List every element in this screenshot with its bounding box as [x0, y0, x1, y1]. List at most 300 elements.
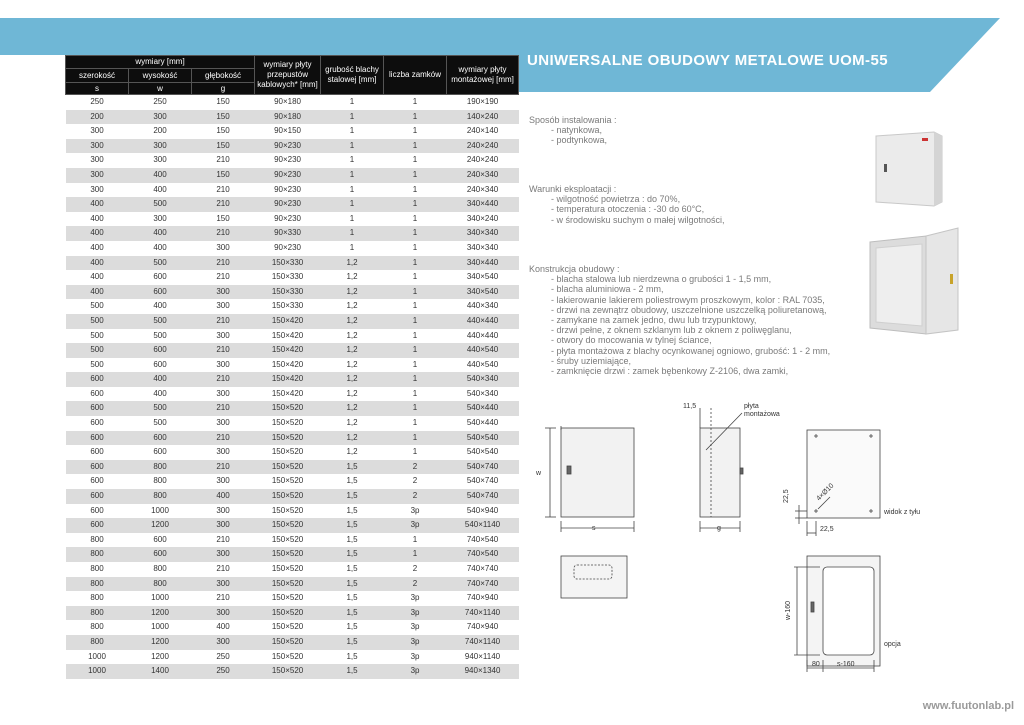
- front-view-drawing: [545, 426, 634, 532]
- cell-locks: 1: [384, 401, 447, 416]
- cell-cable-plate: 90×230: [255, 168, 321, 183]
- construction-item: - płyta montażowa z blachy ocynkowanej ogniowo, grubość: 1 - 2 mm,: [551, 345, 831, 356]
- cell-depth: 250: [192, 664, 255, 679]
- cell-height: 1200: [129, 606, 192, 621]
- cell-cable-plate: 150×420: [255, 343, 321, 358]
- cell-thickness: 1,5: [321, 577, 384, 592]
- cell-mount-plate: 190×190: [447, 95, 519, 110]
- cell-mount-plate: 540×540: [447, 445, 519, 460]
- cell-height: 1000: [129, 504, 192, 519]
- cell-mount-plate: 740×1140: [447, 635, 519, 650]
- construction-item: - zamykane na zamek jedno, dwu lub trzypunktowy,: [551, 315, 757, 326]
- cell-width: 1000: [66, 664, 129, 679]
- cell-height: 1400: [129, 664, 192, 679]
- cell-cable-plate: 150×420: [255, 329, 321, 344]
- cell-locks: 1: [384, 299, 447, 314]
- cell-mount-plate: 540×340: [447, 372, 519, 387]
- cell-cable-plate: 90×230: [255, 212, 321, 227]
- cell-thickness: 1,2: [321, 343, 384, 358]
- cell-height: 400: [129, 241, 192, 256]
- cell-depth: 300: [192, 635, 255, 650]
- cell-width: 500: [66, 358, 129, 373]
- cell-cable-plate: 150×520: [255, 664, 321, 679]
- cell-depth: 300: [192, 445, 255, 460]
- cell-height: 1200: [129, 635, 192, 650]
- col-header-locks: liczba zamków: [384, 56, 447, 95]
- option-label: opcja: [884, 641, 901, 648]
- cell-thickness: 1,5: [321, 650, 384, 665]
- cell-depth: 210: [192, 226, 255, 241]
- cell-mount-plate: 940×1140: [447, 650, 519, 665]
- cell-cable-plate: 150×520: [255, 591, 321, 606]
- dim-label-w: w: [536, 470, 542, 477]
- cell-locks: 1: [384, 124, 447, 139]
- cell-width: 600: [66, 387, 129, 402]
- cell-width: 400: [66, 226, 129, 241]
- cell-height: 300: [129, 212, 192, 227]
- cell-mount-plate: 140×240: [447, 110, 519, 125]
- cell-thickness: 1,2: [321, 329, 384, 344]
- cell-height: 800: [129, 460, 192, 475]
- cell-height: 300: [129, 139, 192, 154]
- cell-locks: 1: [384, 197, 447, 212]
- cell-thickness: 1,5: [321, 504, 384, 519]
- cell-width: 600: [66, 474, 129, 489]
- cell-height: 400: [129, 183, 192, 198]
- cell-cable-plate: 150×520: [255, 533, 321, 548]
- cell-locks: 3p: [384, 606, 447, 621]
- cell-cable-plate: 150×420: [255, 314, 321, 329]
- cell-width: 600: [66, 401, 129, 416]
- cell-height: 1000: [129, 591, 192, 606]
- cell-depth: 300: [192, 285, 255, 300]
- cell-locks: 1: [384, 241, 447, 256]
- cell-depth: 210: [192, 197, 255, 212]
- conditions-heading: Warunki eksploatacji :: [529, 184, 617, 194]
- cell-mount-plate: 740×740: [447, 577, 519, 592]
- cell-cable-plate: 90×230: [255, 139, 321, 154]
- cell-height: 400: [129, 168, 192, 183]
- cell-depth: 210: [192, 591, 255, 606]
- cell-thickness: 1,2: [321, 431, 384, 446]
- cell-height: 500: [129, 416, 192, 431]
- cell-depth: 210: [192, 314, 255, 329]
- cell-height: 1200: [129, 518, 192, 533]
- cell-thickness: 1,2: [321, 387, 384, 402]
- cell-depth: 300: [192, 299, 255, 314]
- cell-mount-plate: 440×440: [447, 314, 519, 329]
- back-view-label: widok z tyłu: [884, 509, 921, 516]
- cell-locks: 1: [384, 533, 447, 548]
- conditions-item: - wilgotność powietrza : do 70%,: [551, 194, 681, 205]
- cell-locks: 1: [384, 431, 447, 446]
- cell-locks: 1: [384, 168, 447, 183]
- cell-locks: 1: [384, 153, 447, 168]
- construction-item: - drzwi na zewnątrz obudowy, uszczelnione uszczelką poliuretanową,: [551, 304, 827, 315]
- cell-depth: 150: [192, 212, 255, 227]
- cell-width: 600: [66, 445, 129, 460]
- cell-depth: 210: [192, 460, 255, 475]
- col-header-thickness: grubość blachy stalowej [mm]: [321, 56, 384, 95]
- dim-label-22-5-vertical: 22,5: [783, 489, 790, 503]
- cell-height: 600: [129, 343, 192, 358]
- cell-locks: 1: [384, 183, 447, 198]
- col-header-plate-cable: wymiary płyty przepustów kablowych* [mm]: [255, 56, 321, 95]
- cell-width: 400: [66, 241, 129, 256]
- cell-cable-plate: 150×420: [255, 358, 321, 373]
- cell-cable-plate: 150×520: [255, 650, 321, 665]
- cell-height: 400: [129, 299, 192, 314]
- cell-cable-plate: 90×230: [255, 197, 321, 212]
- cell-locks: 1: [384, 416, 447, 431]
- cell-locks: 2: [384, 474, 447, 489]
- cell-height: 600: [129, 547, 192, 562]
- cell-mount-plate: 740×1140: [447, 606, 519, 621]
- col-header-height: wysokość: [129, 69, 192, 83]
- cell-width: 600: [66, 372, 129, 387]
- holes-label: 4×Ø10: [815, 482, 836, 503]
- cell-width: 500: [66, 343, 129, 358]
- cell-mount-plate: 540×940: [447, 504, 519, 519]
- cell-mount-plate: 540×340: [447, 387, 519, 402]
- cell-depth: 210: [192, 183, 255, 198]
- cell-depth: 300: [192, 577, 255, 592]
- cell-locks: 1: [384, 95, 447, 110]
- cell-height: 500: [129, 314, 192, 329]
- cell-width: 400: [66, 197, 129, 212]
- cell-cable-plate: 150×520: [255, 635, 321, 650]
- cell-locks: 1: [384, 270, 447, 285]
- cell-locks: 2: [384, 577, 447, 592]
- cell-cable-plate: 150×520: [255, 401, 321, 416]
- construction-item: - blacha aluminiowa - 2 mm,: [551, 284, 664, 295]
- cell-cable-plate: 150×520: [255, 445, 321, 460]
- cell-locks: 1: [384, 329, 447, 344]
- cell-thickness: 1: [321, 168, 384, 183]
- cell-cable-plate: 150×330: [255, 256, 321, 271]
- cell-locks: 1: [384, 256, 447, 271]
- cell-depth: 300: [192, 416, 255, 431]
- cell-width: 300: [66, 153, 129, 168]
- cell-width: 300: [66, 124, 129, 139]
- cell-locks: 1: [384, 139, 447, 154]
- cell-height: 800: [129, 562, 192, 577]
- cell-thickness: 1: [321, 95, 384, 110]
- cell-width: 400: [66, 256, 129, 271]
- cell-height: 600: [129, 431, 192, 446]
- back-view-drawing: [795, 430, 880, 536]
- cell-height: 500: [129, 329, 192, 344]
- cell-width: 400: [66, 285, 129, 300]
- installation-heading: Sposób instalowania :: [529, 115, 617, 125]
- cell-depth: 150: [192, 139, 255, 154]
- cell-width: 800: [66, 635, 129, 650]
- cell-locks: 3p: [384, 635, 447, 650]
- cell-thickness: 1: [321, 110, 384, 125]
- cell-cable-plate: 150×420: [255, 372, 321, 387]
- cell-cable-plate: 150×520: [255, 606, 321, 621]
- cell-cable-plate: 90×230: [255, 153, 321, 168]
- cell-mount-plate: 740×540: [447, 533, 519, 548]
- col-symbol-g: g: [192, 83, 255, 95]
- cell-thickness: 1,5: [321, 460, 384, 475]
- dim-label-g: g: [717, 525, 721, 532]
- cell-width: 200: [66, 110, 129, 125]
- cell-width: 300: [66, 139, 129, 154]
- cell-locks: 3p: [384, 518, 447, 533]
- cell-thickness: 1,2: [321, 401, 384, 416]
- cell-thickness: 1,5: [321, 547, 384, 562]
- cell-height: 1200: [129, 650, 192, 665]
- cell-thickness: 1,2: [321, 256, 384, 271]
- cell-cable-plate: 150×520: [255, 577, 321, 592]
- cell-mount-plate: 440×440: [447, 329, 519, 344]
- cell-thickness: 1: [321, 124, 384, 139]
- cell-depth: 400: [192, 620, 255, 635]
- cell-width: 800: [66, 620, 129, 635]
- cell-depth: 300: [192, 241, 255, 256]
- cell-width: 800: [66, 547, 129, 562]
- construction-item: - blacha stalowa lub nierdzewna o grubości 1 - 1,5 mm,: [551, 274, 772, 285]
- cell-mount-plate: 240×340: [447, 183, 519, 198]
- cell-width: 600: [66, 504, 129, 519]
- cell-depth: 300: [192, 358, 255, 373]
- cell-height: 600: [129, 445, 192, 460]
- cell-mount-plate: 340×340: [447, 241, 519, 256]
- cell-cable-plate: 90×180: [255, 95, 321, 110]
- cell-height: 800: [129, 577, 192, 592]
- cell-mount-plate: 240×240: [447, 139, 519, 154]
- cell-width: 500: [66, 329, 129, 344]
- cell-cable-plate: 150×330: [255, 299, 321, 314]
- cell-depth: 300: [192, 504, 255, 519]
- cell-mount-plate: 740×740: [447, 562, 519, 577]
- cell-mount-plate: 740×940: [447, 591, 519, 606]
- cell-mount-plate: 440×540: [447, 358, 519, 373]
- cell-cable-plate: 150×330: [255, 270, 321, 285]
- cell-height: 400: [129, 372, 192, 387]
- cell-mount-plate: 540×540: [447, 431, 519, 446]
- cell-depth: 300: [192, 387, 255, 402]
- cell-depth: 210: [192, 562, 255, 577]
- cell-locks: 1: [384, 285, 447, 300]
- cell-width: 600: [66, 416, 129, 431]
- installation-item: - natynkowa,: [551, 125, 603, 136]
- cell-depth: 210: [192, 256, 255, 271]
- installation-item: - podtynkowa,: [551, 135, 608, 146]
- cell-width: 800: [66, 606, 129, 621]
- cell-height: 500: [129, 197, 192, 212]
- cell-locks: 3p: [384, 664, 447, 679]
- col-header-mount-plate: wymiary płyty montażowej [mm]: [447, 56, 519, 95]
- cell-width: 800: [66, 577, 129, 592]
- cell-width: 600: [66, 518, 129, 533]
- cell-locks: 2: [384, 562, 447, 577]
- cell-cable-plate: 150×520: [255, 416, 321, 431]
- cell-locks: 1: [384, 358, 447, 373]
- cell-locks: 2: [384, 489, 447, 504]
- cell-depth: 300: [192, 474, 255, 489]
- cell-depth: 210: [192, 270, 255, 285]
- plate-label-line1: płyta: [744, 403, 759, 410]
- cell-height: 300: [129, 153, 192, 168]
- cell-cable-plate: 90×180: [255, 110, 321, 125]
- cell-thickness: 1,5: [321, 664, 384, 679]
- cell-height: 500: [129, 401, 192, 416]
- cell-mount-plate: 240×140: [447, 124, 519, 139]
- cell-thickness: 1,5: [321, 620, 384, 635]
- cell-thickness: 1,5: [321, 489, 384, 504]
- conditions-item: - temperatura otoczenia : -30 do 60°C,: [551, 204, 705, 215]
- cell-cable-plate: 150×520: [255, 489, 321, 504]
- cell-depth: 300: [192, 518, 255, 533]
- group-header: wymiary [mm]: [66, 56, 255, 69]
- cell-depth: 150: [192, 95, 255, 110]
- cell-height: 600: [129, 358, 192, 373]
- cell-width: 250: [66, 95, 129, 110]
- cell-mount-plate: 540×740: [447, 489, 519, 504]
- cell-thickness: 1,5: [321, 591, 384, 606]
- cell-depth: 210: [192, 431, 255, 446]
- cell-thickness: 1,2: [321, 270, 384, 285]
- cell-width: 500: [66, 299, 129, 314]
- cell-cable-plate: 150×520: [255, 562, 321, 577]
- cell-depth: 150: [192, 168, 255, 183]
- cell-thickness: 1,2: [321, 285, 384, 300]
- cell-depth: 210: [192, 401, 255, 416]
- construction-item: - lakierowanie lakierem poliestrowym proszkowym, kolor : RAL 7035,: [551, 294, 825, 305]
- construction-heading: Konstrukcja obudowy :: [529, 264, 620, 274]
- cell-height: 250: [129, 95, 192, 110]
- cell-cable-plate: 90×230: [255, 241, 321, 256]
- cell-mount-plate: 440×340: [447, 299, 519, 314]
- cell-width: 1000: [66, 650, 129, 665]
- cell-mount-plate: 340×340: [447, 226, 519, 241]
- cell-locks: 3p: [384, 591, 447, 606]
- cell-cable-plate: 150×330: [255, 285, 321, 300]
- footer-url[interactable]: www.fuutonlab.pl: [922, 700, 1014, 712]
- cell-thickness: 1: [321, 226, 384, 241]
- cell-thickness: 1,5: [321, 635, 384, 650]
- cell-locks: 3p: [384, 620, 447, 635]
- construction-item: - zamknięcie drzwi : zamek bębenkowy Z-2106, dwa zamki,: [551, 366, 789, 377]
- dim-label-w-160: w-160: [785, 600, 792, 620]
- cell-width: 600: [66, 489, 129, 504]
- cell-locks: 1: [384, 387, 447, 402]
- cell-width: 600: [66, 431, 129, 446]
- window-door-drawing: [794, 556, 880, 672]
- cell-thickness: 1,5: [321, 606, 384, 621]
- cell-width: 400: [66, 212, 129, 227]
- cell-mount-plate: 240×240: [447, 153, 519, 168]
- cell-cable-plate: 150×520: [255, 547, 321, 562]
- cell-mount-plate: 740×540: [447, 547, 519, 562]
- cell-locks: 1: [384, 226, 447, 241]
- cell-thickness: 1,5: [321, 474, 384, 489]
- plate-label-line2: montażowa: [744, 411, 780, 418]
- cell-cable-plate: 150×520: [255, 460, 321, 475]
- cell-locks: 1: [384, 547, 447, 562]
- cell-mount-plate: 340×240: [447, 212, 519, 227]
- cell-mount-plate: 540×740: [447, 460, 519, 475]
- cell-mount-plate: 340×440: [447, 197, 519, 212]
- cell-height: 600: [129, 533, 192, 548]
- col-header-depth: głębokość: [192, 69, 255, 83]
- cell-locks: 3p: [384, 650, 447, 665]
- cell-thickness: 1: [321, 153, 384, 168]
- cell-height: 600: [129, 270, 192, 285]
- dim-label-22-5-horizontal: 22,5: [820, 526, 834, 533]
- cell-mount-plate: 240×340: [447, 168, 519, 183]
- cell-thickness: 1: [321, 183, 384, 198]
- cell-locks: 2: [384, 460, 447, 475]
- cell-locks: 1: [384, 372, 447, 387]
- cell-locks: 3p: [384, 504, 447, 519]
- cell-height: 500: [129, 256, 192, 271]
- cell-mount-plate: 340×440: [447, 256, 519, 271]
- cell-mount-plate: 340×540: [447, 285, 519, 300]
- cell-thickness: 1,5: [321, 533, 384, 548]
- cell-mount-plate: 540×740: [447, 474, 519, 489]
- dim-label-s-160: s-160: [837, 661, 855, 668]
- cell-thickness: 1,5: [321, 518, 384, 533]
- cell-locks: 1: [384, 343, 447, 358]
- dim-label-80: 80: [812, 661, 820, 668]
- cell-width: 300: [66, 168, 129, 183]
- cell-cable-plate: 150×520: [255, 474, 321, 489]
- cell-locks: 1: [384, 445, 447, 460]
- cell-width: 500: [66, 314, 129, 329]
- cell-mount-plate: 540×440: [447, 401, 519, 416]
- cell-width: 800: [66, 562, 129, 577]
- cell-thickness: 1,2: [321, 445, 384, 460]
- cell-thickness: 1: [321, 241, 384, 256]
- cell-thickness: 1,2: [321, 372, 384, 387]
- cell-locks: 1: [384, 110, 447, 125]
- cell-height: 200: [129, 124, 192, 139]
- cell-depth: 150: [192, 124, 255, 139]
- cell-height: 600: [129, 285, 192, 300]
- cell-thickness: 1: [321, 197, 384, 212]
- page-title: UNIWERSALNE OBUDOWY METALOWE UOM-55: [527, 52, 888, 69]
- cell-width: 300: [66, 183, 129, 198]
- cell-depth: 210: [192, 153, 255, 168]
- cell-height: 800: [129, 474, 192, 489]
- construction-item: - drzwi pełne, z oknem szklanym lub z oknem z poliwęglanu,: [551, 325, 792, 336]
- cell-cable-plate: 150×520: [255, 620, 321, 635]
- col-symbol-w: w: [129, 83, 192, 95]
- cell-thickness: 1,2: [321, 314, 384, 329]
- cell-mount-plate: 540×440: [447, 416, 519, 431]
- cell-cable-plate: 90×330: [255, 226, 321, 241]
- cell-mount-plate: 940×1340: [447, 664, 519, 679]
- cell-depth: 300: [192, 329, 255, 344]
- cell-height: 300: [129, 110, 192, 125]
- cell-depth: 300: [192, 547, 255, 562]
- cell-height: 400: [129, 226, 192, 241]
- cell-cable-plate: 150×520: [255, 504, 321, 519]
- cell-depth: 250: [192, 650, 255, 665]
- dim-label-11-5: 11,5: [683, 403, 697, 410]
- cell-thickness: 1,5: [321, 562, 384, 577]
- top-view-drawing: [561, 556, 627, 598]
- cell-thickness: 1,2: [321, 358, 384, 373]
- cell-mount-plate: 740×940: [447, 620, 519, 635]
- cell-mount-plate: 340×540: [447, 270, 519, 285]
- conditions-item: - w środowisku suchym o małej wilgotności,: [551, 214, 725, 225]
- cell-locks: 1: [384, 314, 447, 329]
- cell-width: 800: [66, 591, 129, 606]
